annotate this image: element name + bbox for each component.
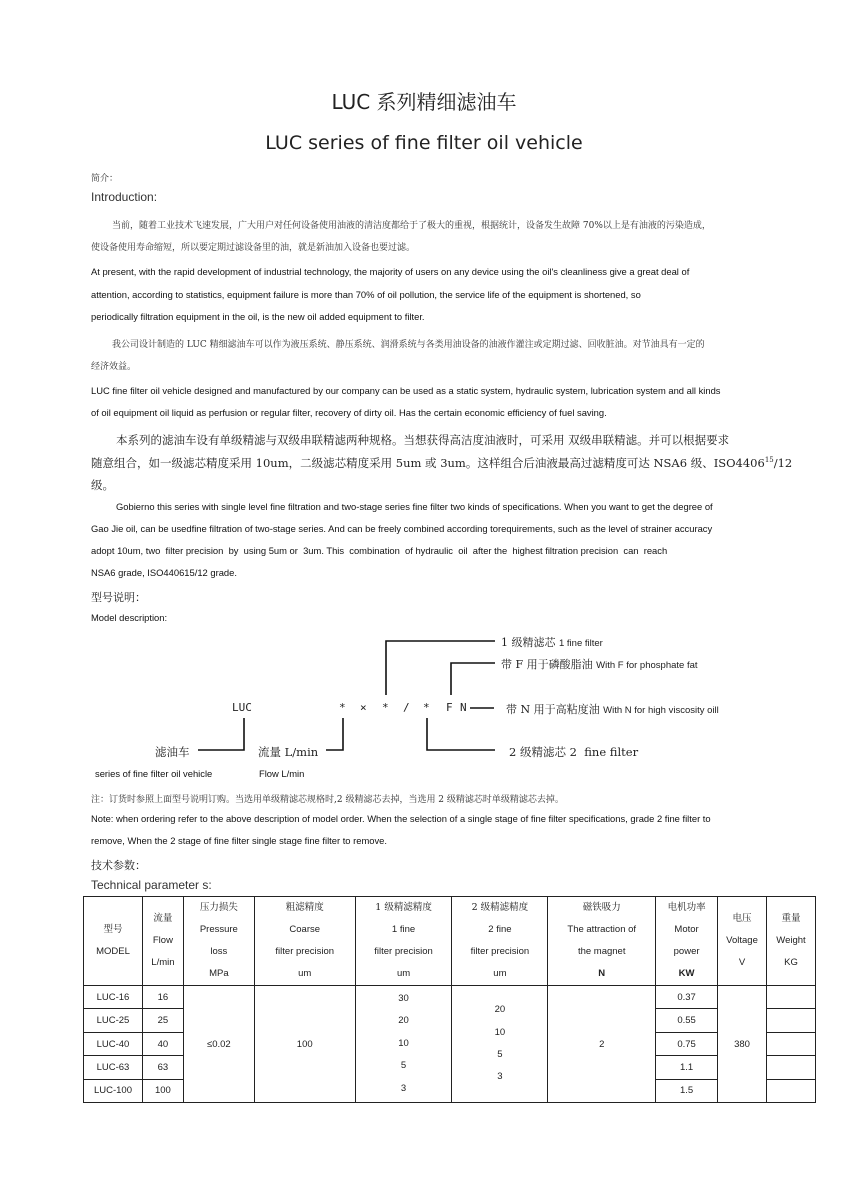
cell-flow: 25 <box>142 1009 183 1032</box>
header-magnet <box>548 897 656 986</box>
model-code-part-3: * <box>382 701 389 714</box>
fine1-value: 30 <box>398 993 409 1004</box>
intro-p2-en-line2: of oil equipment oil liquid as perfusion or regular filter, recovery of dirty oil. Has the certain economic efficiency of fuel saving. <box>91 407 607 418</box>
model-code-prefix: LUC <box>232 701 252 714</box>
intro-p3-en-line2: Gao Jie oil, can be usedfine filtration of two-stage series. And can be freely combined according torequirements, such as the level of strainer accuracy <box>91 523 713 534</box>
cell-weight <box>766 986 815 1009</box>
line-stage2 <box>427 718 495 750</box>
model-code-part-7: N <box>460 701 467 714</box>
cell-fine2-list <box>452 986 548 1103</box>
header-fine2 <box>452 897 548 986</box>
note-en-line2: remove, When the 2 stage of fine filter single stage fine filter to remove. <box>91 835 387 846</box>
cell-flow: 40 <box>142 1032 183 1055</box>
header-coarse-unit: um <box>298 968 312 979</box>
cell-voltage: 380 <box>718 986 767 1103</box>
label-flow-en: Flow L/min <box>259 768 305 779</box>
header-fine1-en2: filter precision <box>374 946 433 957</box>
label-stage2-cn: 2 级精滤芯 2 <box>509 745 577 759</box>
note-en-line1: Note: when ordering refer to the above description of model order. When the selection of a single stage of fine filter specifications, grade 2 fine filter to <box>91 813 711 824</box>
header-pressure-unit: MPa <box>209 968 229 979</box>
header-coarse <box>254 897 355 986</box>
header-magnet-en1: The attraction of <box>567 924 637 935</box>
cell-pressure-loss: ≤0.02 <box>183 986 254 1103</box>
header-pressure-en1: Pressure <box>199 924 238 935</box>
note-cn: 注：订货时参照上面型号说明订购。当选用单级精滤芯规格时,2 级精滤芯去掉，当选用 2 级精滤芯时单级精滤芯去掉。 <box>91 795 564 805</box>
label-flow-cn: 流量 L/min <box>258 745 319 759</box>
header-fine1 <box>355 897 452 986</box>
header-power-en1: Motor <box>674 924 699 935</box>
intro-p3-cn-line1: 本系列的滤油车设有单级精滤与双级串联精滤两种规格。当想获得高洁度油液时，可采用 双级串联精滤。并可以根据要求 <box>116 433 730 447</box>
line-vehicle <box>198 718 244 750</box>
header-weight-cn: 重量 <box>781 913 801 924</box>
header-power-en2: power <box>673 946 700 957</box>
intro-p2-en-line1: LUC fine filter oil vehicle designed and manufactured by our company can be used as a static system, hydraulic system, lubrication system and all kinds <box>91 385 721 396</box>
tech-heading-en: Technical parameter s: <box>91 878 212 892</box>
header-voltage-en: Voltage <box>726 935 758 946</box>
intro-heading-cn: 简介： <box>91 174 119 184</box>
intro-heading-en: Introduction: <box>91 190 158 204</box>
header-power-unit: KW <box>678 968 695 979</box>
model-heading-en: Model description: <box>91 612 168 623</box>
label-stage2-en: fine filter <box>584 745 639 759</box>
cell-power: 1.5 <box>656 1079 718 1102</box>
header-voltage-cn: 电压 <box>732 913 752 924</box>
header-model <box>84 897 143 986</box>
cell-fine1-list <box>355 986 452 1103</box>
cell-weight <box>766 1079 815 1102</box>
header-fine1-en1: 1 fine <box>391 924 416 935</box>
intro-p1-cn-line1: 当前，随着工业技术飞速发展，广大用户对任何设备使用油液的清洁度都给于了极大的重视，根据统计，设备发生故障 70%以上是有油液的污染造成， <box>112 221 711 231</box>
label-stage2 <box>509 744 638 760</box>
header-fine2-cn: 2 级精滤精度 <box>471 902 529 913</box>
model-code-part-1: * <box>339 701 346 714</box>
header-weight <box>766 897 815 986</box>
header-flow <box>142 897 183 986</box>
header-voltage <box>718 897 767 986</box>
header-flow-cn: 流量 <box>153 913 173 924</box>
model-heading-cn: 型号说明： <box>91 591 146 604</box>
label-stage1-en: 1 fine filter <box>559 638 603 649</box>
label-vehicle-en: series of fine filter oil vehicle <box>95 768 213 779</box>
cell-power: 1.1 <box>656 1056 718 1079</box>
fine2-value: 5 <box>497 1049 503 1061</box>
page-title-cn: LUC 系列精细滤油车 <box>331 90 517 114</box>
intro-p2-cn-line2: 经济效益。 <box>91 362 137 372</box>
header-flow-en: Flow <box>152 935 173 946</box>
header-magnet-unit: N <box>598 968 606 979</box>
label-stage1 <box>501 634 603 650</box>
header-fine1-cn: 1 级精滤精度 <box>375 902 432 913</box>
label-f-en: With F for phosphate fat <box>596 660 698 671</box>
table-header-row <box>84 897 816 986</box>
cell-weight <box>766 1032 815 1055</box>
fine1-value: 5 <box>400 1060 407 1072</box>
header-fine2-en1: 2 fine <box>488 924 512 935</box>
label-vehicle-cn: 滤油车 <box>155 745 190 759</box>
label-f-cn: 带 F 用于磷酸脂油 <box>501 658 593 671</box>
intro-p3-en-line4: NSA6 grade, ISO440615/12 grade. <box>91 567 237 578</box>
cell-magnet: 2 <box>548 986 656 1103</box>
header-fine2-en2: filter precision <box>470 946 530 957</box>
cell-flow: 16 <box>142 986 183 1009</box>
header-coarse-cn: 粗滤精度 <box>285 902 324 913</box>
model-code-part-6: F <box>446 701 453 714</box>
fine1-value: 10 <box>398 1037 409 1049</box>
header-pressure-cn: 压力损失 <box>199 902 238 913</box>
fine2-value: 10 <box>494 1026 506 1038</box>
cell-model: LUC-63 <box>84 1056 143 1079</box>
intro-p3-cn-line2-end: /12 <box>773 456 793 470</box>
intro-p1-en-line2: attention, according to statistics, equipment failure is more than 70% of oil pollution, the service life of the equipment is shortened, so <box>91 289 641 300</box>
fine1-value: 3 <box>400 1082 407 1094</box>
cell-model: LUC-100 <box>84 1079 143 1102</box>
label-stage1-cn: 1 级精滤芯 <box>501 636 556 649</box>
cell-power: 0.37 <box>656 986 718 1009</box>
header-weight-en: Weight <box>776 935 806 946</box>
intro-p3-cn-line3: 级。 <box>91 478 114 492</box>
cell-model: LUC-40 <box>84 1032 143 1055</box>
fine1-value: 20 <box>398 1015 409 1027</box>
header-model-cn: 型号 <box>103 924 123 935</box>
header-coarse-en2: filter precision <box>275 946 335 957</box>
cell-flow: 63 <box>142 1056 183 1079</box>
header-magnet-en2: the magnet <box>577 946 626 957</box>
header-magnet-cn: 磁铁吸力 <box>582 902 621 913</box>
line-flow <box>326 718 343 750</box>
page-title-en: LUC series of fine filter oil vehicle <box>265 132 583 154</box>
model-code-part-2: × <box>360 701 367 714</box>
header-coarse-en1: Coarse <box>289 924 321 935</box>
header-pressure <box>183 897 254 986</box>
label-n-cn: 带 N 用于高粘度油 <box>506 703 600 716</box>
cell-flow: 100 <box>142 1079 183 1102</box>
label-n <box>506 701 719 717</box>
intro-p3-cn-line2-sup: 15 <box>764 456 774 465</box>
cell-weight <box>766 1009 815 1032</box>
cell-power: 0.75 <box>656 1032 718 1055</box>
intro-p1-en-line1: At present, with the rapid development of industrial technology, the majority of users on any device using the oil's cleanliness give a great deal of <box>91 266 690 277</box>
header-fine2-unit: um <box>493 968 507 979</box>
intro-p3-cn-line2-text: 随意组合，如一级滤芯精度采用 10um，二级滤芯精度采用 5um 或 3um。这样组合后油液最高过滤精度可达 NSA6 级、ISO4406 <box>91 456 765 470</box>
fine2-value: 3 <box>497 1071 503 1083</box>
intro-p3-en-line1: Gobierno this series with single level fine filtration and two-stage series fine filter two kinds of specifications. When you want to get the degree of <box>116 501 713 512</box>
cell-model: LUC-25 <box>84 1009 143 1032</box>
cell-power: 0.55 <box>656 1009 718 1032</box>
label-f <box>501 656 698 672</box>
header-flow-unit: L/min <box>151 957 175 968</box>
model-code-part-4: / <box>403 701 410 714</box>
header-power-cn: 电机功率 <box>667 902 706 913</box>
cell-model: LUC-16 <box>84 986 143 1009</box>
tech-spec-table <box>83 896 816 1103</box>
fine2-value: 20 <box>494 1004 506 1016</box>
intro-p2-cn-line1: 我公司设计制造的 LUC 精细滤油车可以作为液压系统、静压系统、润滑系统与各类用油设备的油液作灌注或定期过滤、回收脏油。对节油具有一定的 <box>112 340 705 350</box>
table-row <box>84 986 816 1009</box>
intro-p1-en-line3: periodically filtration equipment in the oil, is the new oil added equipment to filter. <box>91 311 425 322</box>
cell-coarse: 100 <box>254 986 355 1103</box>
cell-weight <box>766 1056 815 1079</box>
header-weight-unit: KG <box>784 957 798 968</box>
line-stage1 <box>386 641 495 695</box>
header-model-en: MODEL <box>96 946 130 957</box>
line-f <box>451 663 495 695</box>
header-fine1-unit: um <box>396 968 411 979</box>
label-n-en: With N for high viscosity oill <box>603 705 719 716</box>
model-code-part-5: * <box>423 701 430 714</box>
tech-heading-cn: 技术参数： <box>91 859 146 872</box>
intro-p3-en-line3: adopt 10um, two filter precision by using 5um or 3um. This combination of hydraulic oil after the highest filtration precision can reach <box>91 545 668 556</box>
header-pressure-en2: loss <box>210 946 228 957</box>
intro-p1-cn-line2: 使设备使用寿命缩短，所以要定期过滤设备里的油，就是新油加入设备也要过滤。 <box>91 243 416 253</box>
header-voltage-unit: V <box>738 957 746 968</box>
header-power <box>656 897 718 986</box>
